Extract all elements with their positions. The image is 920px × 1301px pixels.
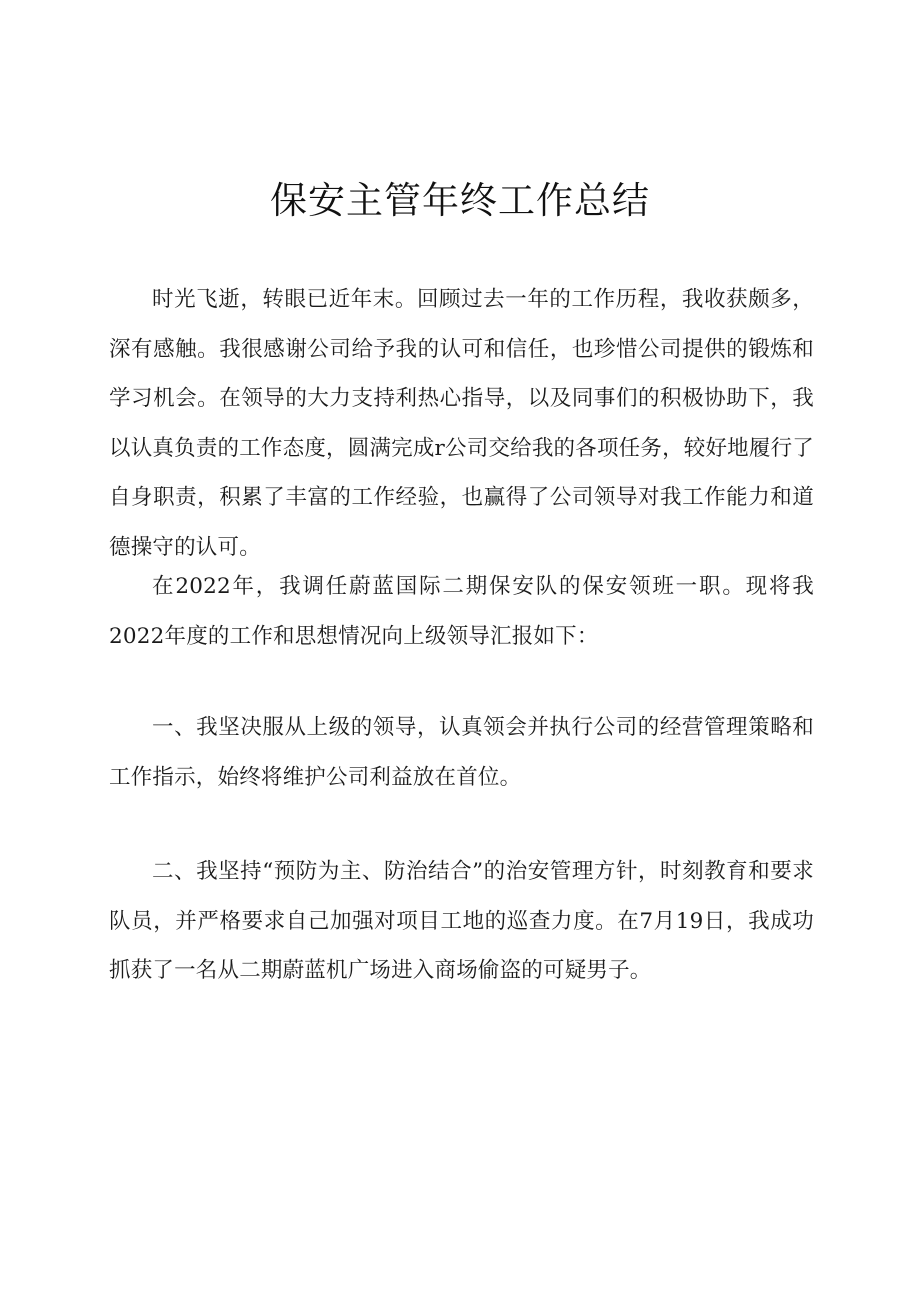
paragraph-intro: 时光飞逝，转眼已近年末。回顾过去一年的工作历程，我收获颇多，深有感触。我很感谢公司给予我的认可和信任，也珍惜公司提供的锻炼和学习机会。在领导的大力支持利热心指导，以及同事们的积极协助下，我以认真负责的工作态度，圆满完成r公司交给我的各项任务，较好地履行了自身职责，积累了丰富的工作经验，也赢得了公司领导对我工作能力和道德操守的认可。 (109, 287, 814, 560)
paragraph-point-one: 一、我坚决服从上级的领导，认真领会并执行公司的经营管理策略和工作指示，始终将维护公司利益放在首位。 (109, 715, 814, 790)
paragraph-appointment: 在2022年，我调任蔚蓝国际二期保安队的保安领班一职。现将我2022年度的工作和思想情况向上级领导汇报如下： (109, 574, 814, 649)
document-title: 保安主管年终工作总结 (270, 179, 650, 222)
paragraph-point-two: 二、我坚持“预防为主、防治结合”的治安管理方针，时刻教育和要求队员，并严格要求自己加强对项目工地的巡查力度。在7月19日，我成功抓获了一名从二期蔚蓝机广场进入商场偷盗的可疑男子。 (109, 859, 814, 983)
